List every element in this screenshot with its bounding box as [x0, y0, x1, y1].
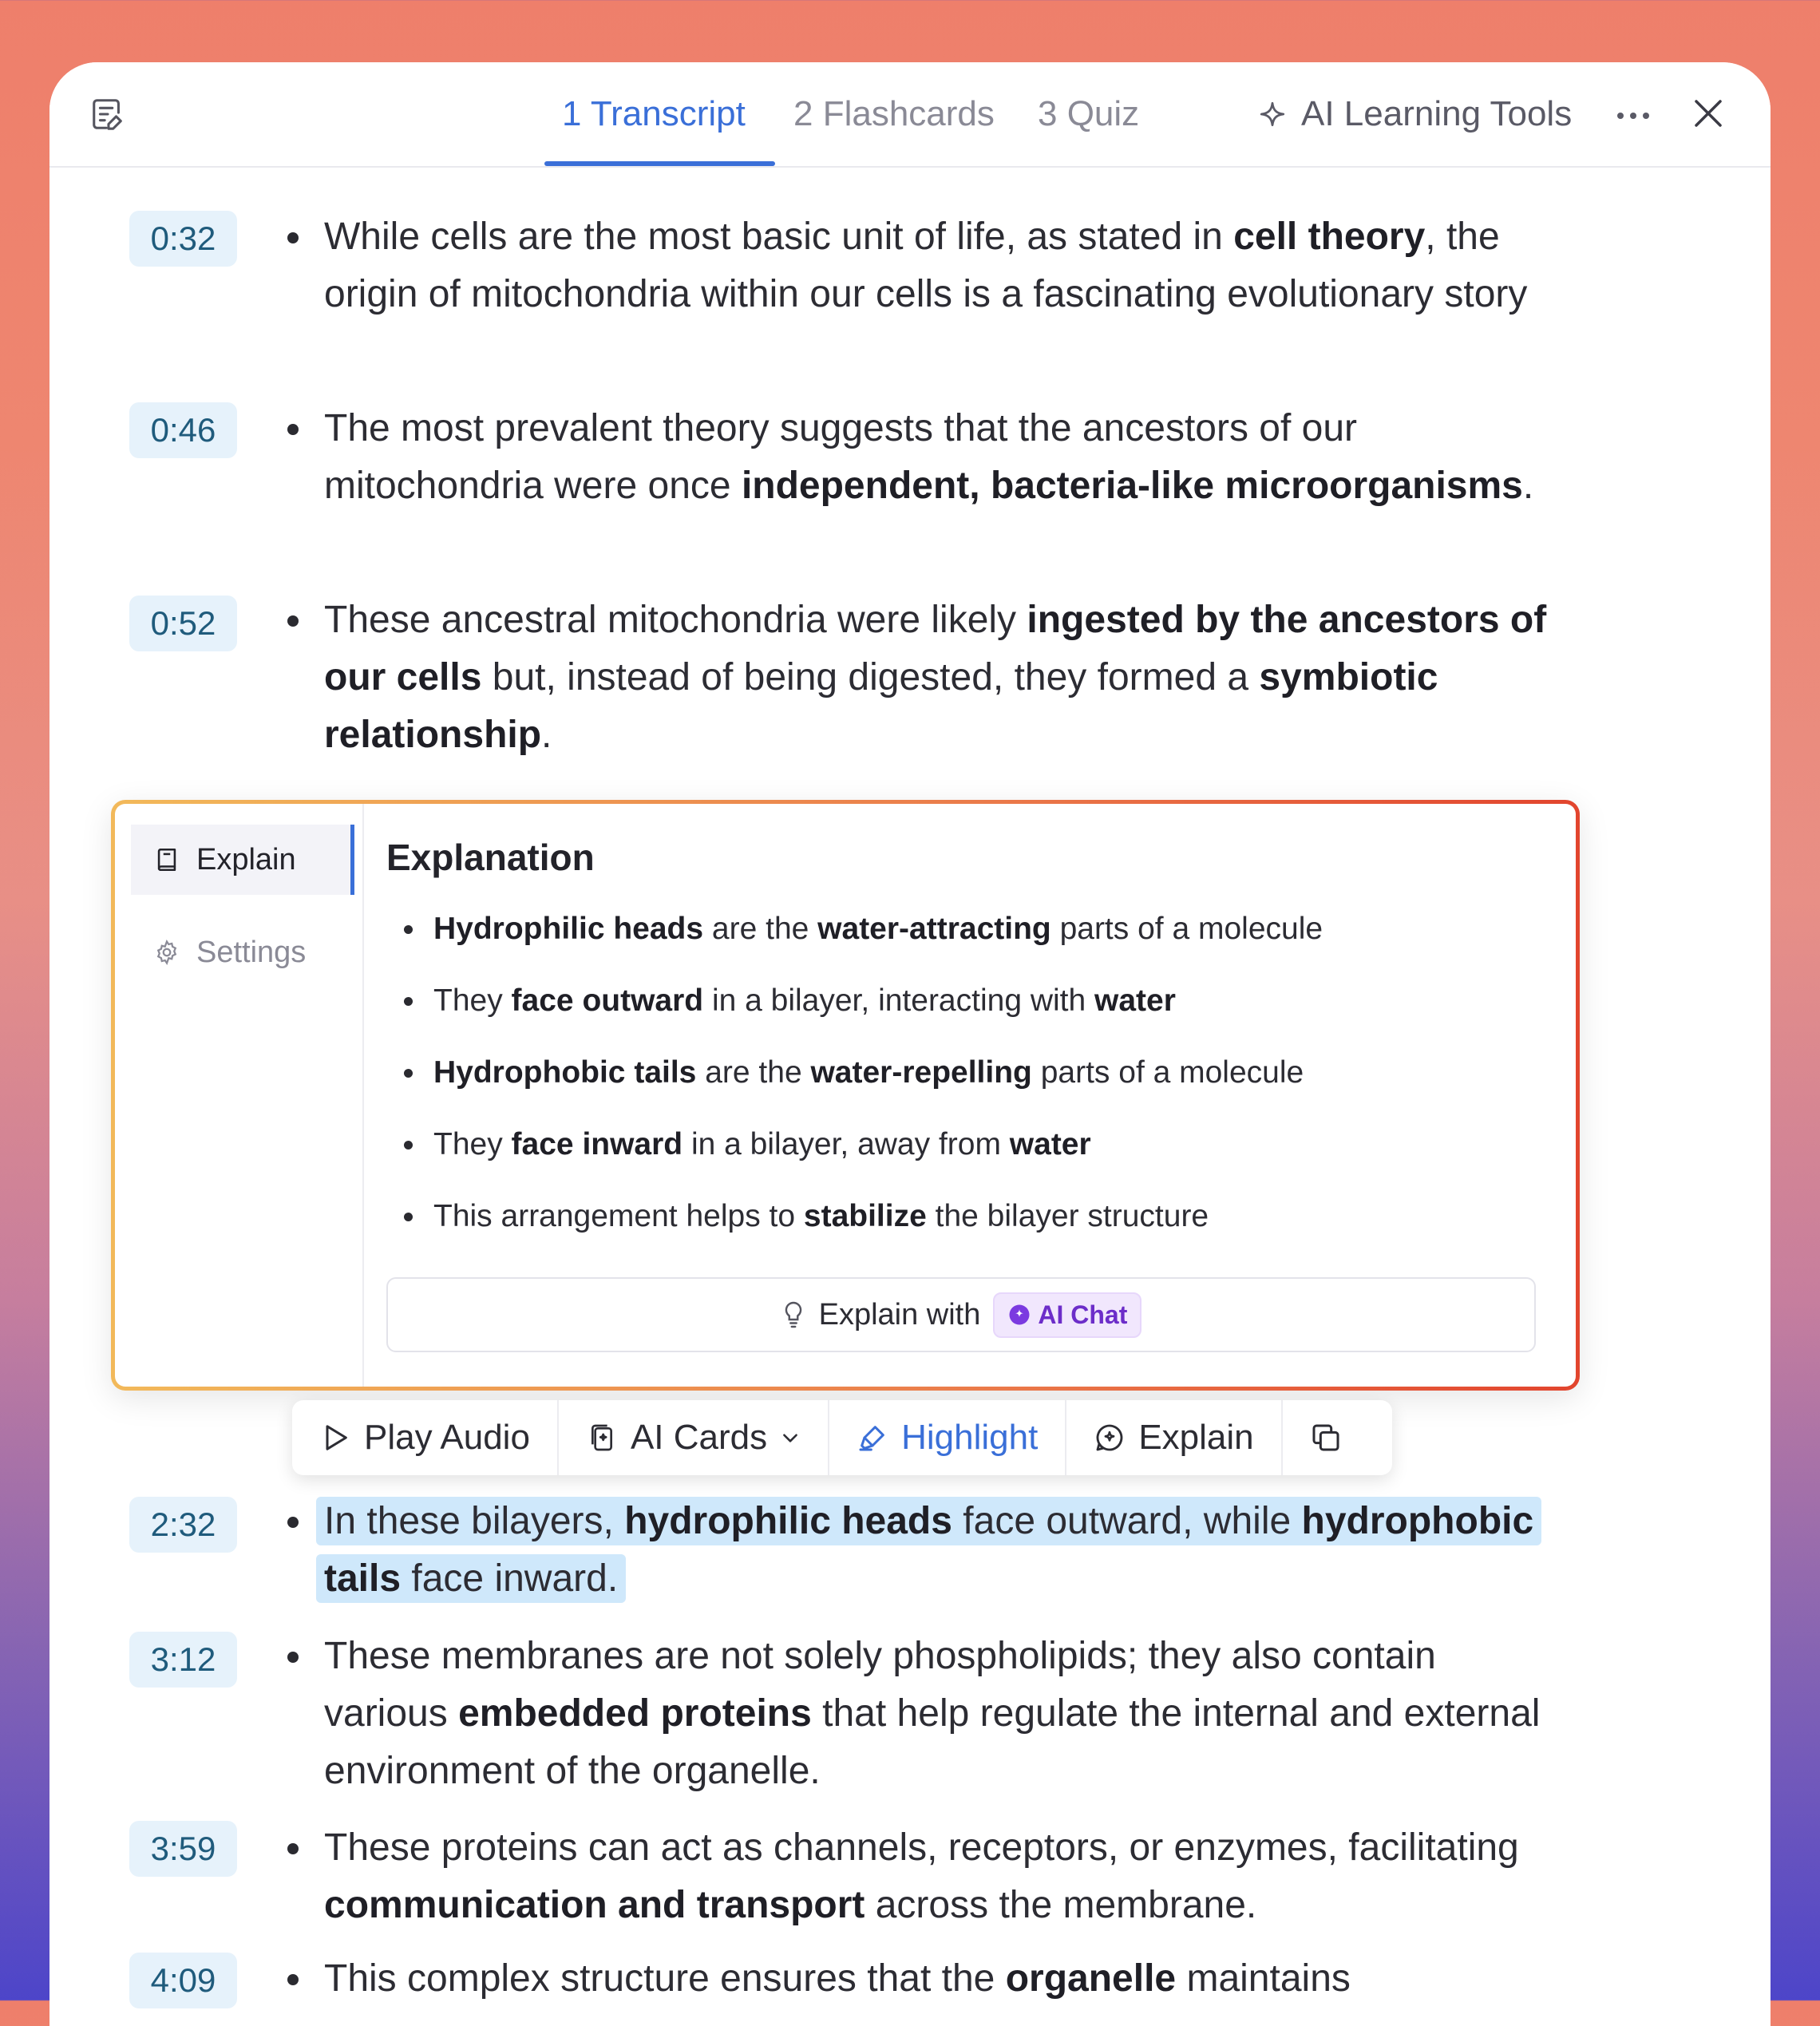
- transcript-line[interactable]: The most prevalent theory suggests that the ancestors of our mitochondria were once independent, bacteria-like microorganisms.: [324, 407, 1534, 507]
- tab-transcript[interactable]: 1 Transcript: [562, 94, 746, 133]
- bullet: [287, 1843, 299, 1854]
- book-icon: [153, 846, 180, 873]
- tab-quiz[interactable]: 3 Quiz: [1038, 94, 1140, 133]
- popup-tab-settings-label: Settings: [196, 935, 307, 969]
- explain-label: Explain: [1138, 1418, 1254, 1457]
- ai-chat-label: AI Chat: [1038, 1300, 1128, 1329]
- explanation-popup: [111, 800, 1580, 1391]
- ai-cards-label: AI Cards: [630, 1418, 768, 1457]
- explanation-item: [386, 965, 1544, 1037]
- ai-cards-button[interactable]: [559, 1400, 829, 1475]
- top-bar: [49, 62, 1771, 168]
- transcript-line[interactable]: These membranes are not solely phospholipids; they also contain various embedded proteins that help regulate the internal and external environment of the organelle.: [324, 1635, 1541, 1792]
- tab-flashcards[interactable]: 2 Flashcards: [793, 94, 995, 133]
- popup-sidebar: [115, 804, 364, 1387]
- timestamp[interactable]: 3:59: [129, 1821, 237, 1877]
- selection-toolbar: [292, 1400, 1392, 1475]
- copy-icon: [1310, 1422, 1342, 1454]
- explain-with-ai-chat-button[interactable]: [386, 1277, 1536, 1352]
- popup-tab-explain[interactable]: [131, 825, 354, 895]
- transcript-line[interactable]: These proteins can act as channels, receptors, or enzymes, facilitating communication and transport across the membrane.: [324, 1826, 1519, 1926]
- timestamp[interactable]: 0:46: [129, 402, 237, 458]
- explanation-item: [386, 1181, 1544, 1252]
- transcript-line[interactable]: This complex structure ensures that the organelle maintains: [324, 1957, 1351, 2000]
- chevron-down-icon[interactable]: [780, 1427, 801, 1448]
- transcript-line[interactable]: These ancestral mitochondria were likely ingested by the ancestors of our cells but, instead of being digested, they formed a symbiotic relationship.: [324, 599, 1547, 756]
- ai-chat-badge: [993, 1292, 1141, 1338]
- explanation-title: Explanation: [386, 837, 595, 878]
- explanation-item-text: Hydrophobic tails are the water-repelling parts of a molecule: [433, 1055, 1304, 1090]
- lightbulb-icon: [781, 1300, 806, 1329]
- explanation-item-text: Hydrophilic heads are the water-attracting parts of a molecule: [433, 912, 1323, 946]
- timestamp[interactable]: 3:12: [129, 1632, 237, 1688]
- explain-with-label: Explain with: [818, 1297, 981, 1332]
- close-icon[interactable]: [1692, 97, 1724, 129]
- sparkle-icon: [1255, 97, 1290, 132]
- explanation-item: [386, 1109, 1544, 1181]
- notes-edit-icon[interactable]: [89, 96, 126, 133]
- cards-icon: [586, 1422, 618, 1454]
- timestamp[interactable]: 4:09: [129, 1953, 237, 2008]
- play-icon: [319, 1422, 351, 1454]
- explain-sparkle-icon: [1094, 1422, 1126, 1454]
- bullet: [287, 232, 299, 243]
- transcript-line[interactable]: While cells are the most basic unit of life, as stated in cell theory, the origin of mitochondria within our cells is a fascinating evolutionary story: [324, 216, 1528, 315]
- explanation-item-text: They face outward in a bilayer, interacting with water: [433, 983, 1176, 1018]
- explanation-item: [386, 893, 1544, 965]
- explanation-list: [386, 893, 1544, 1252]
- explanation-item-text: They face inward in a bilayer, away from water: [433, 1127, 1091, 1161]
- bullet: [287, 424, 299, 435]
- active-tab-underline: [544, 161, 775, 166]
- popup-tab-explain-label: Explain: [196, 842, 296, 876]
- gear-icon: [153, 939, 180, 966]
- ai-learning-tools-button[interactable]: [1255, 94, 1572, 134]
- more-options-icon[interactable]: [1616, 110, 1651, 121]
- explain-button[interactable]: [1066, 1400, 1282, 1475]
- play-audio-button[interactable]: [292, 1400, 559, 1475]
- ai-chat-icon: [1007, 1303, 1031, 1327]
- transcript-line-selected[interactable]: In these bilayers, hydrophilic heads face outward, while hydrophobic tails face inward.: [324, 1493, 1569, 1608]
- copy-button[interactable]: [1283, 1400, 1369, 1475]
- timestamp[interactable]: 2:32: [129, 1497, 237, 1553]
- bullet: [287, 1652, 299, 1663]
- learning-tools-window: [49, 62, 1771, 2026]
- bullet: [287, 1974, 299, 1985]
- ai-learning-tools-label: AI Learning Tools: [1301, 94, 1573, 133]
- bullet: [287, 1517, 299, 1528]
- timestamp[interactable]: 0:32: [129, 211, 237, 267]
- explanation-item-text: This arrangement helps to stabilize the bilayer structure: [433, 1199, 1209, 1233]
- timestamp[interactable]: 0:52: [129, 596, 237, 651]
- bullet: [287, 615, 299, 627]
- explanation-item: [386, 1037, 1544, 1109]
- highlight-label: Highlight: [901, 1418, 1039, 1457]
- play-audio-label: Play Audio: [364, 1418, 530, 1457]
- highlight-button[interactable]: [829, 1400, 1066, 1475]
- popup-tab-settings[interactable]: [131, 917, 354, 987]
- highlighter-icon: [857, 1422, 888, 1454]
